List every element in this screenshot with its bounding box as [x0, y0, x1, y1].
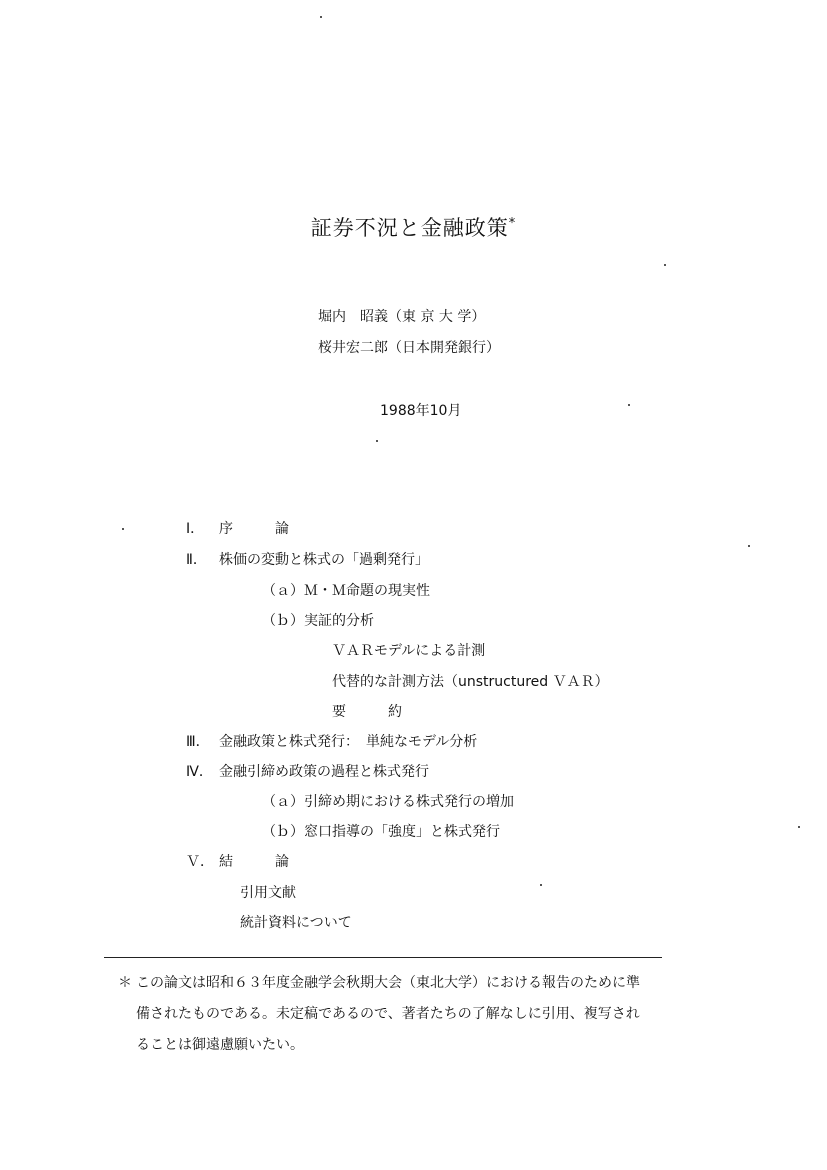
toc-entry: 要 約 [332, 704, 402, 720]
footnote-line: ることは御遠慮願いたい。 [136, 1037, 304, 1053]
scan-speck [748, 545, 750, 547]
toc-entry: （ａ）引締め期における株式発行の増加 [262, 794, 514, 810]
author-line: 堀内 昭義（東 京 大 学） [318, 309, 486, 325]
scan-speck [122, 528, 124, 530]
toc-text: 金融引締め政策の過程と株式発行 [219, 764, 429, 780]
toc-entry: 統計資料について [240, 915, 352, 931]
toc-text: 結 論 [219, 854, 289, 870]
toc-number: Ⅲ． [186, 734, 210, 750]
scan-speck [798, 826, 800, 828]
scan-speck [540, 884, 542, 886]
footnote-mark: ＊ [118, 975, 132, 991]
footnote-line: この論文は昭和６３年度金融学会秋期大会（東北大学）における報告のために準 [136, 975, 640, 991]
scan-speck [628, 404, 630, 406]
toc-text: 株価の変動と株式の「過剰発行」 [219, 552, 429, 568]
scan-speck [664, 264, 666, 266]
footnote-line: 備されたものである。未定稿であるので、著者たちの了解なしに引用、複写され [136, 1006, 640, 1022]
toc-entry: （ｂ）実証的分析 [262, 613, 374, 629]
toc-number: Ⅰ． [186, 521, 205, 537]
toc-entry: （ｂ）窓口指導の「強度」と株式発行 [262, 824, 500, 840]
toc-entry: ＶＡＲモデルによる計測 [332, 643, 486, 659]
author-line: 桜井宏二郎（日本開発銀行） [318, 340, 500, 356]
date-line: 1988年10月 [380, 403, 462, 419]
toc-entry: 代替的な計測方法（unstructured ＶＡＲ） [332, 674, 609, 690]
scan-speck [376, 440, 378, 442]
title-text: 証券不況と金融政策 [310, 216, 509, 240]
toc-text: 序 論 [219, 521, 289, 537]
toc-text: 金融政策と株式発行： 単純なモデル分析 [219, 734, 478, 750]
toc-number: Ｖ． [186, 854, 214, 870]
scan-speck [320, 16, 322, 18]
toc-entry: （ａ）Ｍ・Ｍ命題の現実性 [262, 583, 430, 599]
toc-number: Ⅳ． [186, 764, 213, 780]
paper-title [0, 212, 827, 242]
toc-number: Ⅱ． [186, 552, 207, 568]
footnote-divider [104, 957, 662, 958]
title-footnote-mark: * [508, 216, 517, 231]
toc-entry: 引用文献 [240, 885, 296, 901]
